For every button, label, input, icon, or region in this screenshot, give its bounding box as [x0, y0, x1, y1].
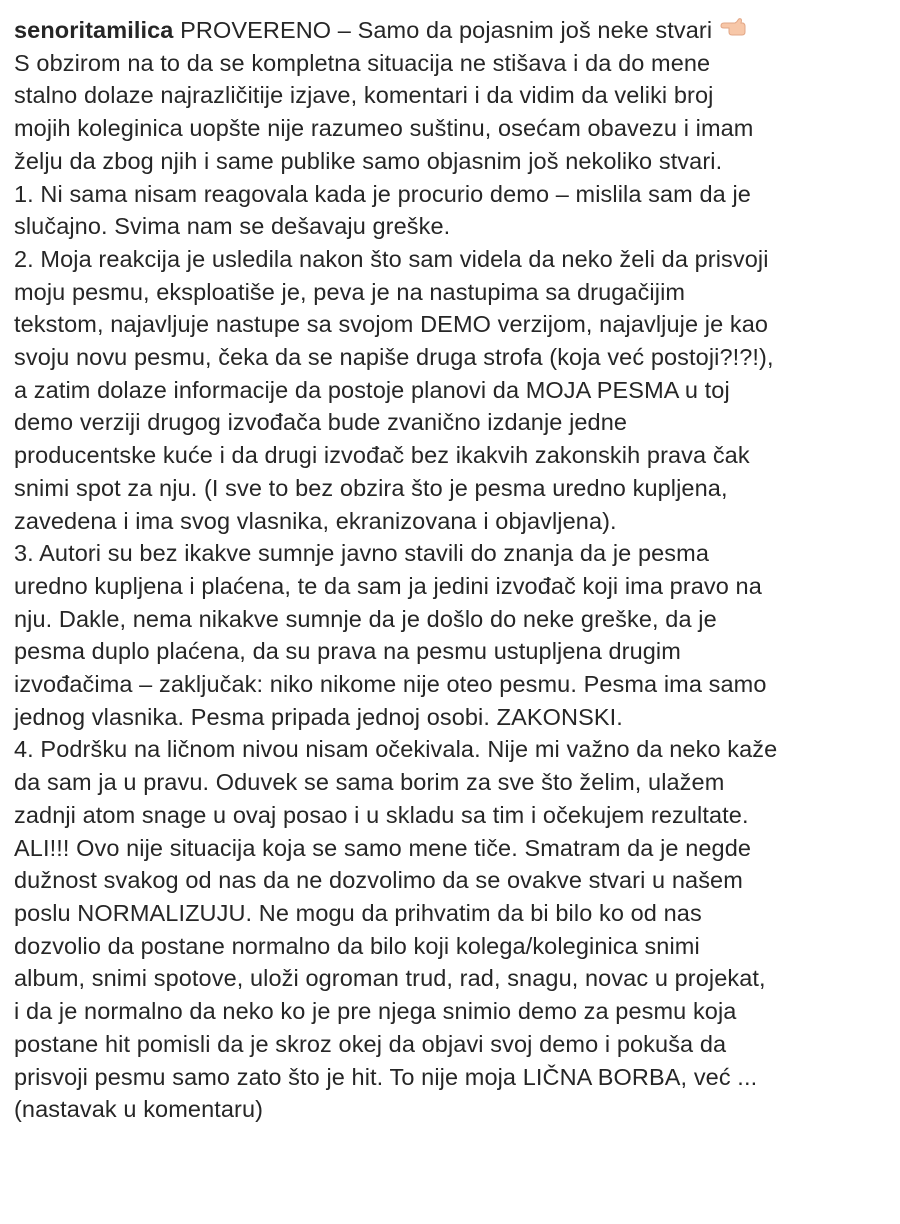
caption-line: a zatim dolaze informacije da postoje planovi da MOJA PESMA u toj — [14, 376, 730, 403]
caption-line: 2. Moja reakcija je usledila nakon što sam videla da neko želi da prisvoji — [14, 245, 769, 272]
caption-line: mojih koleginica uopšte nije razumeo suštinu, osećam obavezu i imam — [14, 115, 754, 142]
caption-line: demo verziji drugog izvođača bude zvanično izdanje jedne — [14, 409, 628, 436]
caption-line: 1. Ni sama nisam reagovala kada je procurio demo – mislila sam da je — [14, 180, 751, 207]
caption-line: ALI!!! Ovo nije situacija koja se samo mene tiče. Smatram da je negde — [14, 834, 752, 861]
caption-line: snimi spot za nju. (I sve to bez obzira što je pesma uredno kupljena, — [14, 474, 728, 501]
caption-line: nju. Dakle, nema nikakve sumnje da je došlo do neke greške, da je — [14, 605, 717, 632]
caption-line: 4. Podršku na ličnom nivou nisam očekivala. Nije mi važno da neko kaže — [14, 736, 778, 763]
caption-line: izvođačima – zaključak: niko nikome nije oteo pesmu. Pesma ima samo — [14, 671, 767, 698]
caption-first-line — [14, 14, 890, 47]
caption-line: S obzirom na to da se kompletna situacija ne stišava i da do mene — [14, 49, 711, 76]
caption-line: pesma duplo plaćena, da su prava na pesmu ustupljena drugim — [14, 638, 681, 665]
caption-line: i da je normalno da neko ko je pre njega snimio demo za pesmu koja — [14, 998, 737, 1025]
caption-line: 3. Autori su bez ikakve sumnje javno stavili do znanja da je pesma — [14, 540, 710, 567]
caption-line: prisvoji pesmu samo zato što je hit. To nije moja LIČNA BORBA, već ... — [14, 1063, 758, 1090]
caption-line: postane hit pomisli da je skroz okej da objavi svoj demo i pokuša da — [14, 1030, 727, 1057]
pointing-hand-icon — [720, 13, 746, 46]
caption-line: album, snimi spotove, uloži ogroman trud, rad, snagu, novac u projekat, — [14, 965, 766, 992]
caption-line: producentske kuće i da drugi izvođač bez ikakvih zakonskih prava čak — [14, 442, 750, 469]
post-caption — [14, 14, 890, 1126]
caption-line: zavedena i ima svog vlasnika, ekranizovana i objavljena). — [14, 507, 617, 534]
caption-line: poslu NORMALIZUJU. Ne mogu da prihvatim da bi bilo ko od nas — [14, 899, 702, 926]
caption-line: dozvolio da postane normalno da bilo koji kolega/koleginica snimi — [14, 932, 700, 959]
caption-title: PROVERENO – Samo da pojasnim još neke stvari — [180, 17, 713, 43]
caption-line: tekstom, najavljuje nastupe sa svojom DEMO verzijom, najavljuje je kao — [14, 311, 769, 338]
caption-line: moju pesmu, eksploatiše je, peva je na nastupima sa drugačijim — [14, 278, 686, 305]
caption-line: slučajno. Svima nam se dešavaju greške. — [14, 213, 451, 240]
caption-line: (nastavak u komentaru) — [14, 1096, 264, 1123]
username[interactable]: senoritamilica — [14, 17, 174, 43]
caption-line: dužnost svakog od nas da ne dozvolimo da se ovakve stvari u našem — [14, 867, 743, 894]
caption-line: stalno dolaze najrazličitije izjave, komentari i da vidim da veliki broj — [14, 82, 714, 109]
caption-line: da sam ja u pravu. Oduvek se sama borim za sve što želim, ulažem — [14, 769, 725, 796]
caption-line: jednog vlasnika. Pesma pripada jednoj osobi. ZAKONSKI. — [14, 703, 623, 730]
caption-line: želju da zbog njih i same publike samo objasnim još nekoliko stvari. — [14, 147, 723, 174]
caption-line: uredno kupljena i plaćena, te da sam ja jedini izvođač koji ima pravo na — [14, 572, 762, 599]
caption-line: svoju novu pesmu, čeka da se napiše druga strofa (koja već postoji?!?!), — [14, 344, 774, 371]
caption-line: zadnji atom snage u ovaj posao i u skladu sa tim i očekujem rezultate. — [14, 801, 749, 828]
